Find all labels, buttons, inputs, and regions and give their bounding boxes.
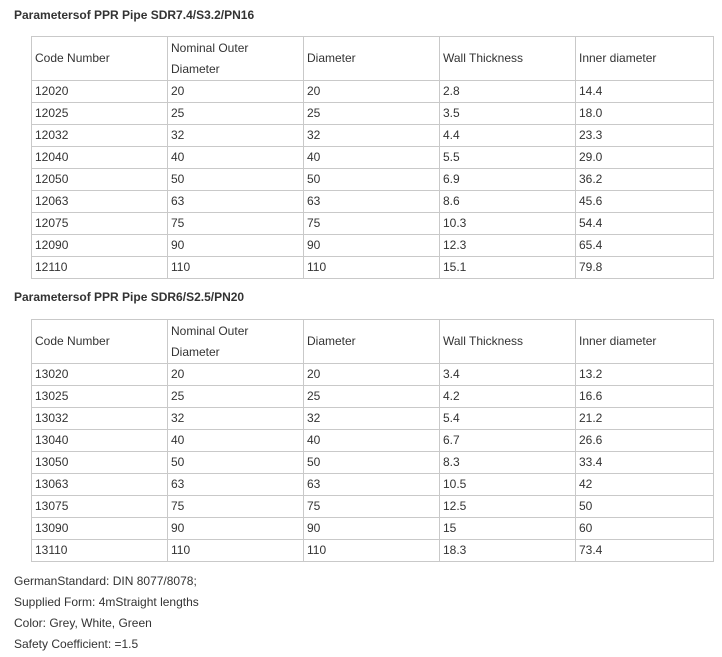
table-cell: 6.7: [440, 430, 576, 452]
column-header: Code Number: [32, 37, 168, 81]
table-cell: 50: [304, 169, 440, 191]
table-cell: 20: [304, 81, 440, 103]
table-cell: 110: [304, 540, 440, 562]
table-cell: 12032: [32, 125, 168, 147]
column-header: Wall Thickness: [440, 37, 576, 81]
table-cell: 63: [304, 191, 440, 213]
table-row: [32, 430, 714, 452]
table-row: [32, 474, 714, 496]
note-color: Color: Grey, White, Green: [14, 616, 152, 630]
table-cell: 12020: [32, 81, 168, 103]
table-row: [32, 386, 714, 408]
table-cell: 40: [168, 147, 304, 169]
table-cell: 50: [304, 452, 440, 474]
table-cell: 90: [304, 518, 440, 540]
note-supplied-form: Supplied Form: 4mStraight lengths: [14, 595, 199, 609]
table-cell: 5.4: [440, 408, 576, 430]
table-row: [32, 81, 714, 103]
table-cell: 63: [168, 474, 304, 496]
table-row: [32, 213, 714, 235]
table-cell: 13020: [32, 364, 168, 386]
column-header: Nominal Outer Diameter: [168, 37, 304, 81]
column-header: Diameter: [304, 37, 440, 81]
table-row: [32, 103, 714, 125]
table-cell: 13032: [32, 408, 168, 430]
table-cell: 79.8: [576, 257, 714, 279]
spec-table-pn16: [31, 36, 714, 279]
table-cell: 8.3: [440, 452, 576, 474]
column-header: Code Number: [32, 320, 168, 364]
table-cell: 20: [168, 81, 304, 103]
section-title-pn20: Parametersof PPR Pipe SDR6/S2.5/PN20: [14, 290, 245, 304]
table-cell: 21.2: [576, 408, 714, 430]
table-cell: 16.6: [576, 386, 714, 408]
table-cell: 12075: [32, 213, 168, 235]
table-cell: 45.6: [576, 191, 714, 213]
table-cell: 90: [304, 235, 440, 257]
table-cell: 60: [576, 518, 714, 540]
table-row: [32, 408, 714, 430]
table-cell: 12.3: [440, 235, 576, 257]
table-cell: 26.6: [576, 430, 714, 452]
table-cell: 15: [440, 518, 576, 540]
table-cell: 50: [168, 169, 304, 191]
table-cell: 73.4: [576, 540, 714, 562]
table-row: [32, 191, 714, 213]
table-row: [32, 518, 714, 540]
table-row: [32, 364, 714, 386]
table-cell: 90: [168, 235, 304, 257]
table-cell: 13.2: [576, 364, 714, 386]
table-cell: 29.0: [576, 147, 714, 169]
table-cell: 13075: [32, 496, 168, 518]
table-cell: 3.5: [440, 103, 576, 125]
column-header: Diameter: [304, 320, 440, 364]
table-cell: 32: [304, 408, 440, 430]
table-cell: 18.0: [576, 103, 714, 125]
table-cell: 63: [168, 191, 304, 213]
section-title-pn16: Parametersof PPR Pipe SDR7.4/S3.2/PN16: [14, 8, 255, 22]
table-cell: 13090: [32, 518, 168, 540]
table-cell: 90: [168, 518, 304, 540]
table-cell: 4.4: [440, 125, 576, 147]
table-cell: 13050: [32, 452, 168, 474]
note-standard: GermanStandard: DIN 8077/8078;: [14, 574, 197, 588]
table-cell: 12090: [32, 235, 168, 257]
table-cell: 50: [168, 452, 304, 474]
table-cell: 36.2: [576, 169, 714, 191]
spec-table-pn20: [31, 319, 714, 562]
table-row: [32, 496, 714, 518]
table-cell: 110: [304, 257, 440, 279]
table-cell: 63: [304, 474, 440, 496]
table-cell: 75: [304, 213, 440, 235]
table-cell: 12050: [32, 169, 168, 191]
table-cell: 25: [304, 103, 440, 125]
table-cell: 13040: [32, 430, 168, 452]
table-cell: 12040: [32, 147, 168, 169]
table-row: [32, 169, 714, 191]
table-row: [32, 540, 714, 562]
column-header: Nominal Outer Diameter: [168, 320, 304, 364]
table-cell: 25: [168, 103, 304, 125]
table-cell: 13025: [32, 386, 168, 408]
table-cell: 42: [576, 474, 714, 496]
table-cell: 110: [168, 540, 304, 562]
table-cell: 10.5: [440, 474, 576, 496]
table-cell: 75: [304, 496, 440, 518]
table-cell: 10.3: [440, 213, 576, 235]
note-safety-coefficient: Safety Coefficient: =1.5: [14, 637, 139, 651]
table-cell: 3.4: [440, 364, 576, 386]
column-header: Inner diameter: [576, 37, 714, 81]
table-cell: 18.3: [440, 540, 576, 562]
spec-notes: [14, 571, 199, 655]
table-cell: 33.4: [576, 452, 714, 474]
table-cell: 65.4: [576, 235, 714, 257]
table-cell: 23.3: [576, 125, 714, 147]
table-cell: 110: [168, 257, 304, 279]
table-cell: 12025: [32, 103, 168, 125]
table-header-row: [32, 37, 714, 81]
table-cell: 14.4: [576, 81, 714, 103]
table-cell: 32: [304, 125, 440, 147]
table-cell: 75: [168, 213, 304, 235]
table-row: [32, 452, 714, 474]
table-cell: 40: [168, 430, 304, 452]
table-cell: 75: [168, 496, 304, 518]
column-header: Wall Thickness: [440, 320, 576, 364]
table-cell: 12.5: [440, 496, 576, 518]
table-cell: 8.6: [440, 191, 576, 213]
table-cell: 20: [168, 364, 304, 386]
table-row: [32, 125, 714, 147]
table-cell: 40: [304, 430, 440, 452]
table-cell: 54.4: [576, 213, 714, 235]
table-cell: 13063: [32, 474, 168, 496]
table-cell: 12063: [32, 191, 168, 213]
table-row: [32, 235, 714, 257]
table-cell: 25: [304, 386, 440, 408]
table-row: [32, 257, 714, 279]
table-cell: 32: [168, 125, 304, 147]
table-cell: 15.1: [440, 257, 576, 279]
column-header: Inner diameter: [576, 320, 714, 364]
table-cell: 12110: [32, 257, 168, 279]
table-cell: 4.2: [440, 386, 576, 408]
table-cell: 25: [168, 386, 304, 408]
table-cell: 40: [304, 147, 440, 169]
table-header-row: [32, 320, 714, 364]
table-cell: 50: [576, 496, 714, 518]
table-cell: 2.8: [440, 81, 576, 103]
table-cell: 32: [168, 408, 304, 430]
table-cell: 6.9: [440, 169, 576, 191]
table-cell: 20: [304, 364, 440, 386]
table-cell: 5.5: [440, 147, 576, 169]
table-cell: 13110: [32, 540, 168, 562]
table-row: [32, 147, 714, 169]
